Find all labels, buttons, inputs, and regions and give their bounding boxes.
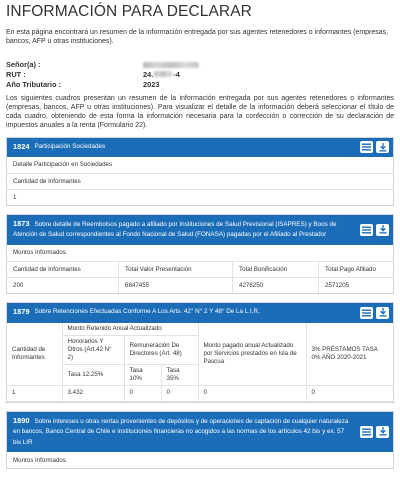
card-code: 1824 bbox=[13, 142, 30, 151]
section-label: Montos Informados bbox=[13, 456, 66, 464]
card-1890-header[interactable] bbox=[7, 412, 393, 453]
table-header-row bbox=[7, 323, 393, 336]
list-icon[interactable] bbox=[360, 307, 373, 319]
header-group-cell: Monto Retenido Anual Actualizado bbox=[62, 323, 198, 336]
name-label: Señor(a) : bbox=[6, 60, 41, 69]
download-icon[interactable] bbox=[376, 224, 389, 236]
header-cell: Tasa 35% bbox=[161, 364, 198, 385]
header-cell: Monto pagado anual Actualizado por Servicios prestados en Isla de Pascua bbox=[198, 323, 306, 386]
table-cell: 1 bbox=[7, 385, 62, 401]
header-cell: Remuneración De Directores (Art. 48) bbox=[124, 335, 198, 364]
table-row bbox=[7, 385, 393, 401]
card-title-text[interactable]: Sobre intereses u otras rentas provenientes de depósitos y de operaciones de captación de cualquier naturaleza en bancos, Banco Central de Chile e instituciones financieras no acogidos a las normas de los artículos 42 bis y ex. 57 bis LIR bbox=[13, 417, 349, 446]
table-cell: 0 bbox=[161, 385, 198, 401]
card-actions bbox=[360, 141, 389, 153]
rut-value bbox=[143, 70, 180, 80]
name-row bbox=[6, 60, 394, 70]
count-value: 1 bbox=[7, 189, 393, 205]
header-cell: Total Valor Presentación bbox=[118, 262, 232, 277]
card-title-text[interactable]: Sobre detalle de Reembolsos pagado a afiliado por Instituciones de Salud Previsional (ISAPRES) y Boos de Atención de Salud correspondientes al Fondo Nacional de Salud (FONASA) pagadas por el Afiliado al Prestador bbox=[13, 220, 337, 238]
card-title-link[interactable]: Sobre Retenciones Efectuadas Conforme A Los Arts. 42° N° 2 Y 48° De La L.I.R. bbox=[34, 308, 260, 316]
table-cell: 200 bbox=[13, 281, 24, 289]
card-1824-body bbox=[7, 157, 393, 205]
card-code: 1879 bbox=[13, 307, 30, 317]
header-cell: Total Bonificación bbox=[232, 262, 318, 277]
retenciones-table bbox=[7, 323, 393, 402]
year-row bbox=[6, 80, 394, 90]
rut-label: RUT : bbox=[6, 70, 26, 79]
card-1873-body bbox=[7, 245, 393, 293]
card-1873-header[interactable] bbox=[7, 215, 393, 245]
card-actions bbox=[360, 426, 389, 438]
table-cell: 0 bbox=[306, 385, 393, 401]
page-title: INFORMACIÓN PARA DECLARAR bbox=[6, 3, 252, 20]
card-title-link[interactable] bbox=[13, 416, 387, 449]
count-label: Cantidad de Informantes bbox=[7, 173, 393, 189]
table-cell: 0 bbox=[198, 385, 306, 401]
year-value: 2023 bbox=[143, 80, 160, 89]
table-row bbox=[7, 277, 393, 293]
header-cell: Cantidad de Informantes bbox=[13, 265, 81, 273]
name-value-redacted bbox=[143, 60, 199, 70]
download-icon[interactable] bbox=[376, 141, 389, 153]
rut-suffix: -4 bbox=[173, 70, 180, 79]
rut-prefix: 24. bbox=[143, 70, 154, 79]
download-icon[interactable] bbox=[376, 307, 389, 319]
year-label: Año Tributario : bbox=[6, 80, 62, 89]
card-1873 bbox=[6, 214, 394, 294]
card-1890 bbox=[6, 411, 394, 470]
rut-row bbox=[6, 70, 394, 80]
table-cell: 6847455 bbox=[118, 278, 232, 293]
header-cell: Cantidad de Informantes bbox=[7, 323, 62, 386]
card-code: 1890 bbox=[13, 415, 30, 425]
list-icon[interactable] bbox=[360, 224, 373, 236]
header-cell: Total Pago Afiliado bbox=[318, 262, 393, 277]
card-1879 bbox=[6, 302, 394, 403]
card-1890-body bbox=[7, 452, 393, 468]
card-title-link[interactable] bbox=[13, 219, 387, 241]
detail-label: Detalle Participación en Sociedades bbox=[13, 161, 113, 168]
card-actions bbox=[360, 224, 389, 236]
section-label: Montos Informados bbox=[13, 249, 66, 256]
card-1824 bbox=[6, 137, 394, 206]
card-1824-header[interactable] bbox=[7, 138, 393, 157]
header-cell: Tasa 12.25% bbox=[62, 364, 124, 385]
description-text: Los siguientes cuadros presentan un resumen de la información entregada por sus agentes retenedores o informantes (empresas, bancos, AFP u otras instituciones). Para visualizar el detalle de la información deberá seleccionar el título de cada cuadro, obteniendo de esta forma la información necesaria para la confección o corrección de su declaración de impuestos anuales a la renta (Formulario 22). bbox=[6, 95, 394, 129]
card-1879-header[interactable] bbox=[7, 303, 393, 323]
download-icon[interactable] bbox=[376, 426, 389, 438]
intro-text: En esta página encontrará un resumen de la información entregada por sus agentes retenedores o informantes (empresas, bancos, AFP u otras instituciones). bbox=[6, 29, 389, 45]
header-cell: Honorarios Y Otros (Art.42 N° 2) bbox=[62, 335, 124, 364]
card-title-link[interactable]: Participación Sociedades bbox=[34, 143, 106, 150]
table-cell: 0 bbox=[124, 385, 161, 401]
table-cell: 4276250 bbox=[232, 278, 318, 293]
table-cell: 2571205 bbox=[318, 278, 393, 293]
list-icon[interactable] bbox=[360, 141, 373, 153]
header-cell: 3% PRÉSTAMOS TASA 0% AÑO 2020-2021 bbox=[306, 323, 393, 386]
taxpayer-info bbox=[6, 60, 394, 90]
card-actions bbox=[360, 307, 389, 319]
table-header-row bbox=[7, 261, 393, 277]
table-cell: 3.432 bbox=[62, 385, 124, 401]
header-cell: Tasa 10% bbox=[124, 364, 161, 385]
list-icon[interactable] bbox=[360, 426, 373, 438]
card-code: 1873 bbox=[13, 218, 30, 228]
